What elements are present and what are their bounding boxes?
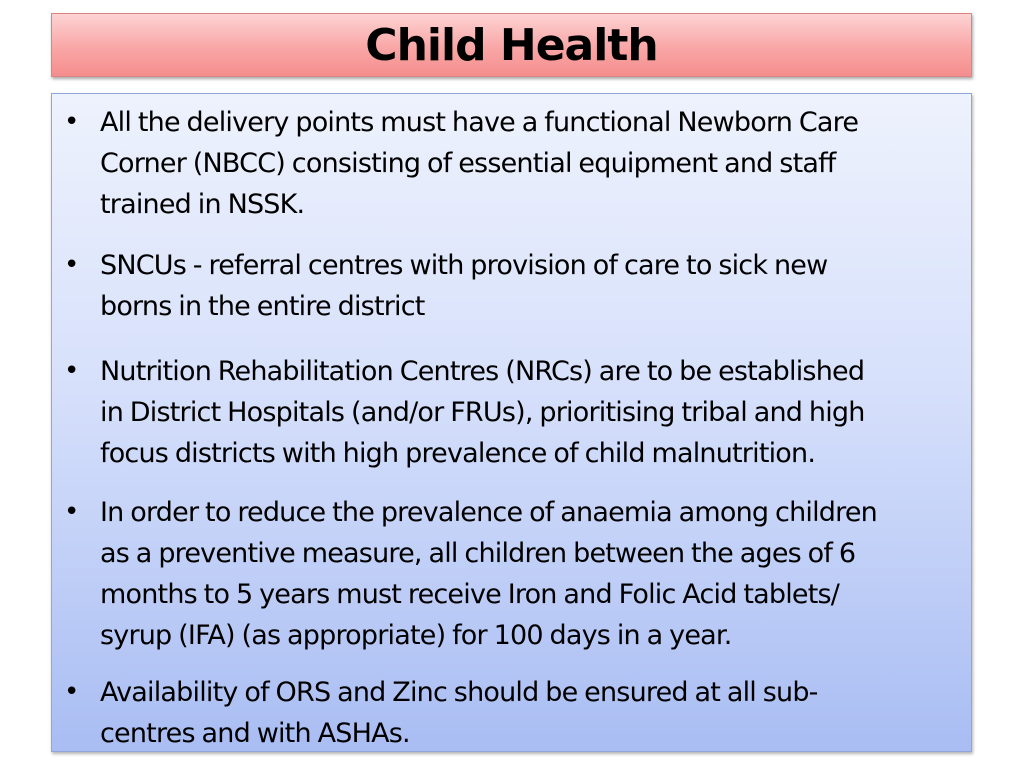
slide-title-box xyxy=(51,13,972,77)
bullet-marker: • xyxy=(64,497,80,527)
bullet-line: as a preventive measure, all children between the ages of 6 xyxy=(100,538,856,569)
bullet-line: centres and with ASHAs. xyxy=(100,718,410,749)
bullet-line: Availability of ORS and Zinc should be ensured at all sub- xyxy=(100,677,818,708)
bullet-line: months to 5 years must receive Iron and Folic Acid tablets/ xyxy=(100,579,840,610)
slide-content-box xyxy=(51,93,972,752)
bullet-marker: • xyxy=(64,677,80,707)
bullet-line: All the delivery points must have a functional Newborn Care xyxy=(100,107,859,138)
bullet-line: Nutrition Rehabilitation Centres (NRCs) are to be established xyxy=(100,356,865,387)
bullet-line: In order to reduce the prevalence of anaemia among children xyxy=(100,497,877,528)
bullet-text xyxy=(100,351,960,474)
slide-title: Child Health xyxy=(365,19,658,71)
bullet-line: focus districts with high prevalence of child malnutrition. xyxy=(100,438,816,469)
bullet-text xyxy=(100,492,960,656)
bullet-text xyxy=(100,245,960,327)
bullet-line: syrup (IFA) (as appropriate) for 100 days in a year. xyxy=(100,620,732,651)
bullet-text xyxy=(100,102,960,225)
bullet-line: Corner (NBCC) consisting of essential equipment and staff xyxy=(100,148,836,179)
bullet-line: in District Hospitals (and/or FRUs), prioritising tribal and high xyxy=(100,397,865,428)
bullet-marker: • xyxy=(64,356,80,386)
bullet-line: trained in NSSK. xyxy=(100,189,305,220)
bullet-line: borns in the entire district xyxy=(100,291,425,322)
bullet-line: SNCUs - referral centres with provision of care to sick new xyxy=(100,250,828,281)
bullet-text xyxy=(100,672,960,754)
bullet-marker: • xyxy=(64,107,80,137)
bullet-marker: • xyxy=(64,250,80,280)
